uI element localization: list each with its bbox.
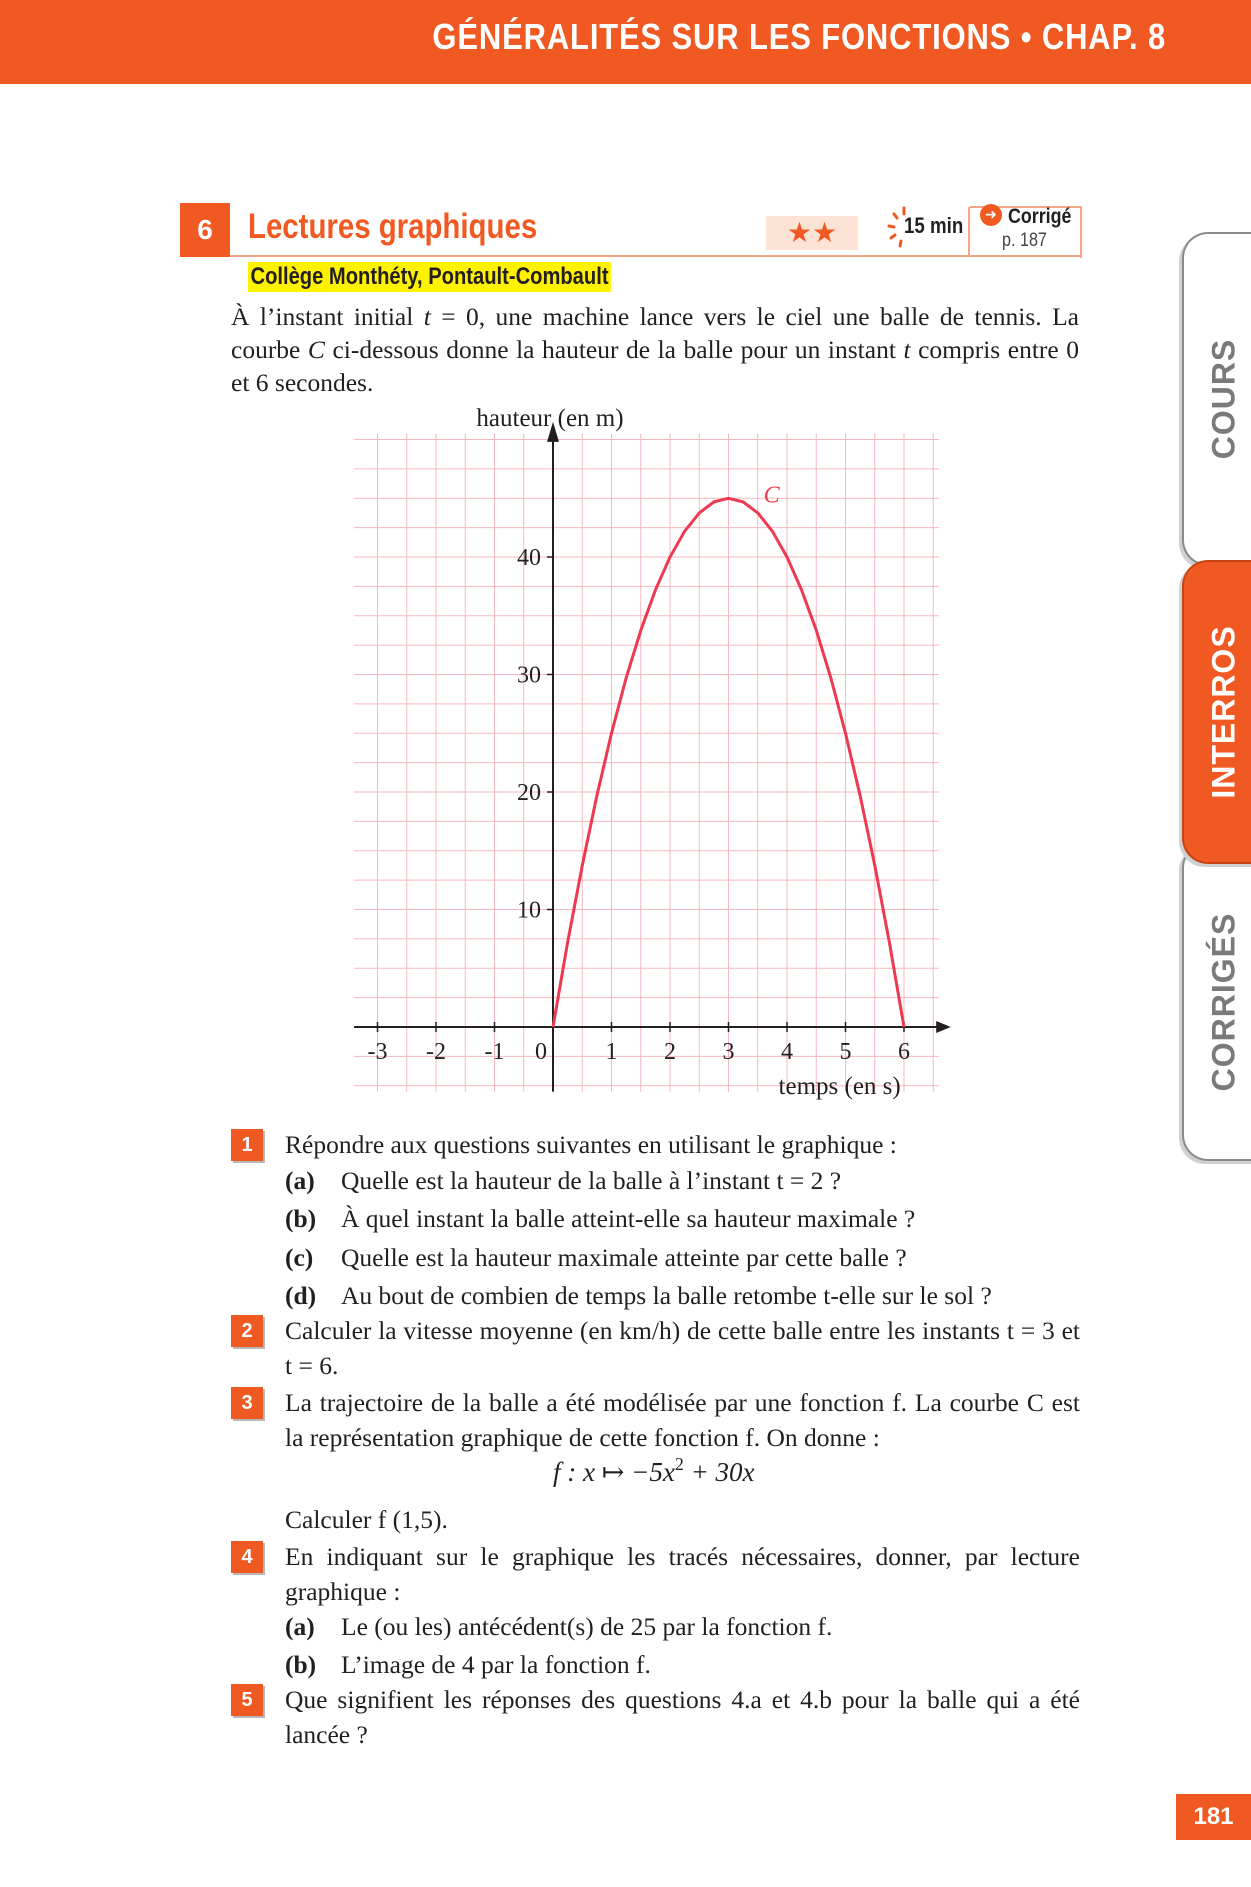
sub-label: (a) (285, 1612, 315, 1641)
question-number-3: 3 (231, 1387, 263, 1419)
arrow-right-circle-icon: ➜ (980, 204, 1002, 226)
sub-label: (d) (285, 1281, 317, 1310)
formula-exponent: 2 (674, 1454, 684, 1474)
tab-cours-label: COURS (1205, 338, 1242, 460)
page-number: 181 (1176, 1794, 1251, 1840)
sub-label: (a) (285, 1166, 315, 1195)
x-tick-label: -3 (367, 1039, 388, 1065)
function-formula (553, 1454, 755, 1488)
exercise-title-rule (230, 255, 1080, 257)
question-4b (285, 1647, 651, 1682)
correction-label[interactable]: Corrigé (1008, 205, 1072, 228)
question-number-1: 1 (231, 1129, 263, 1161)
difficulty-stars: ★★ (766, 216, 858, 250)
intro-part: compris entre 0 et 6 secondes. (231, 335, 1079, 397)
chapter-title: GÉNÉRALITÉS SUR LES FONCTIONS • CHAP. 8 (432, 16, 1166, 57)
sub-text: À quel instant la balle atteint-elle sa hauteur maximale ? (341, 1204, 916, 1233)
tab-cours[interactable] (1182, 232, 1251, 566)
sub-text: Quelle est la hauteur de la balle à l’instant t = 2 ? (341, 1166, 842, 1195)
question-3-text: La trajectoire de la balle a été modélisée par une fonction f. La courbe C est la représentation graphique de cette fonction f. On donne : (285, 1388, 1080, 1452)
question-number-2: 2 (231, 1315, 263, 1347)
intro-part: À l’instant initial (231, 302, 424, 331)
intro-part: = 0, une machine lance vers le ciel une balle de tennis. La courbe (231, 302, 1079, 364)
x-tick-label: 5 (839, 1039, 852, 1065)
intro-var-t: t (903, 335, 911, 364)
y-tick-label: 40 (517, 545, 541, 571)
sub-text: L’image de 4 par la fonction f. (341, 1650, 651, 1679)
exercise-intro (231, 300, 1079, 399)
tab-interros[interactable] (1182, 560, 1251, 864)
correction-page[interactable]: p. 187 (1002, 230, 1047, 251)
y-axis-label: hauteur (en m) (476, 405, 624, 432)
chart-svg (340, 398, 980, 1118)
x-tick-label: 1 (605, 1039, 618, 1065)
y-tick-label: 10 (517, 897, 541, 924)
x-tick-label: -2 (426, 1039, 446, 1065)
sub-label: (b) (285, 1650, 317, 1679)
y-tick-label: 30 (517, 662, 541, 689)
intro-part: ci-dessous donne la hauteur de la balle pour un instant (324, 335, 904, 364)
sub-text: Le (ou les) antécédent(s) de 25 par la fonction f. (341, 1612, 833, 1641)
question-1a (285, 1163, 841, 1198)
sub-label: (b) (285, 1204, 317, 1233)
question-1b (285, 1201, 915, 1236)
chart-axes (354, 422, 951, 1092)
time-label: 15 min (904, 213, 964, 238)
x-tick-label: 6 (898, 1039, 910, 1065)
x-tick-label: 0 (535, 1039, 547, 1065)
intro-var-t: t (423, 302, 431, 331)
question-number-5: 5 (231, 1684, 263, 1716)
question-1c (285, 1240, 907, 1275)
sub-text: Au bout de combien de temps la balle retombe t-elle sur le sol ? (341, 1281, 992, 1310)
height-time-graph (340, 398, 980, 1123)
x-tick-label: 4 (781, 1039, 793, 1065)
sub-text: Quelle est la hauteur maximale atteinte par cette balle ? (341, 1243, 907, 1272)
school-name: Collège Monthéty, Pontault-Combault (248, 262, 611, 292)
chart-ticks (368, 545, 911, 1065)
x-tick-label: 3 (722, 1039, 735, 1065)
question-1d (285, 1278, 992, 1313)
sub-label: (c) (285, 1243, 314, 1272)
question-4a (285, 1609, 832, 1644)
formula-part: + 30x (683, 1457, 755, 1487)
x-axis-label: temps (en s) (778, 1073, 901, 1100)
tab-interros-label: INTERROS (1205, 625, 1242, 799)
question-3-calc: Calculer f (1,5). (285, 1505, 448, 1534)
y-tick-label: 20 (517, 780, 541, 806)
tab-corriges[interactable] (1182, 842, 1251, 1161)
question-1-text: Répondre aux questions suivantes en utilisant le graphique : (285, 1130, 897, 1159)
intro-curve-name: C (307, 335, 325, 364)
x-tick-label: 2 (664, 1039, 676, 1065)
exercise-number: 6 (180, 203, 230, 257)
question-2-text: Calculer la vitesse moyenne (en km/h) de cette balle entre les instants t = 3 et t = 6. (285, 1316, 1080, 1380)
formula-part: f : x ↦ −5x (553, 1457, 675, 1487)
question-number-4: 4 (231, 1541, 263, 1573)
question-5-text: Que signifient les réponses des questions 4.a et 4.b pour la balle qui a été lancée ? (285, 1685, 1080, 1749)
question-4-text: En indiquant sur le graphique les tracés nécessaires, donner, par lecture graphique : (285, 1542, 1080, 1606)
curve-label: C (763, 482, 780, 509)
x-tick-label: -1 (484, 1039, 505, 1065)
tab-corriges-label: CORRIGÉS (1205, 912, 1242, 1091)
exercise-title: Lectures graphiques (248, 207, 538, 246)
chapter-header-band (0, 0, 1251, 84)
x-axis-arrow (936, 1021, 951, 1033)
